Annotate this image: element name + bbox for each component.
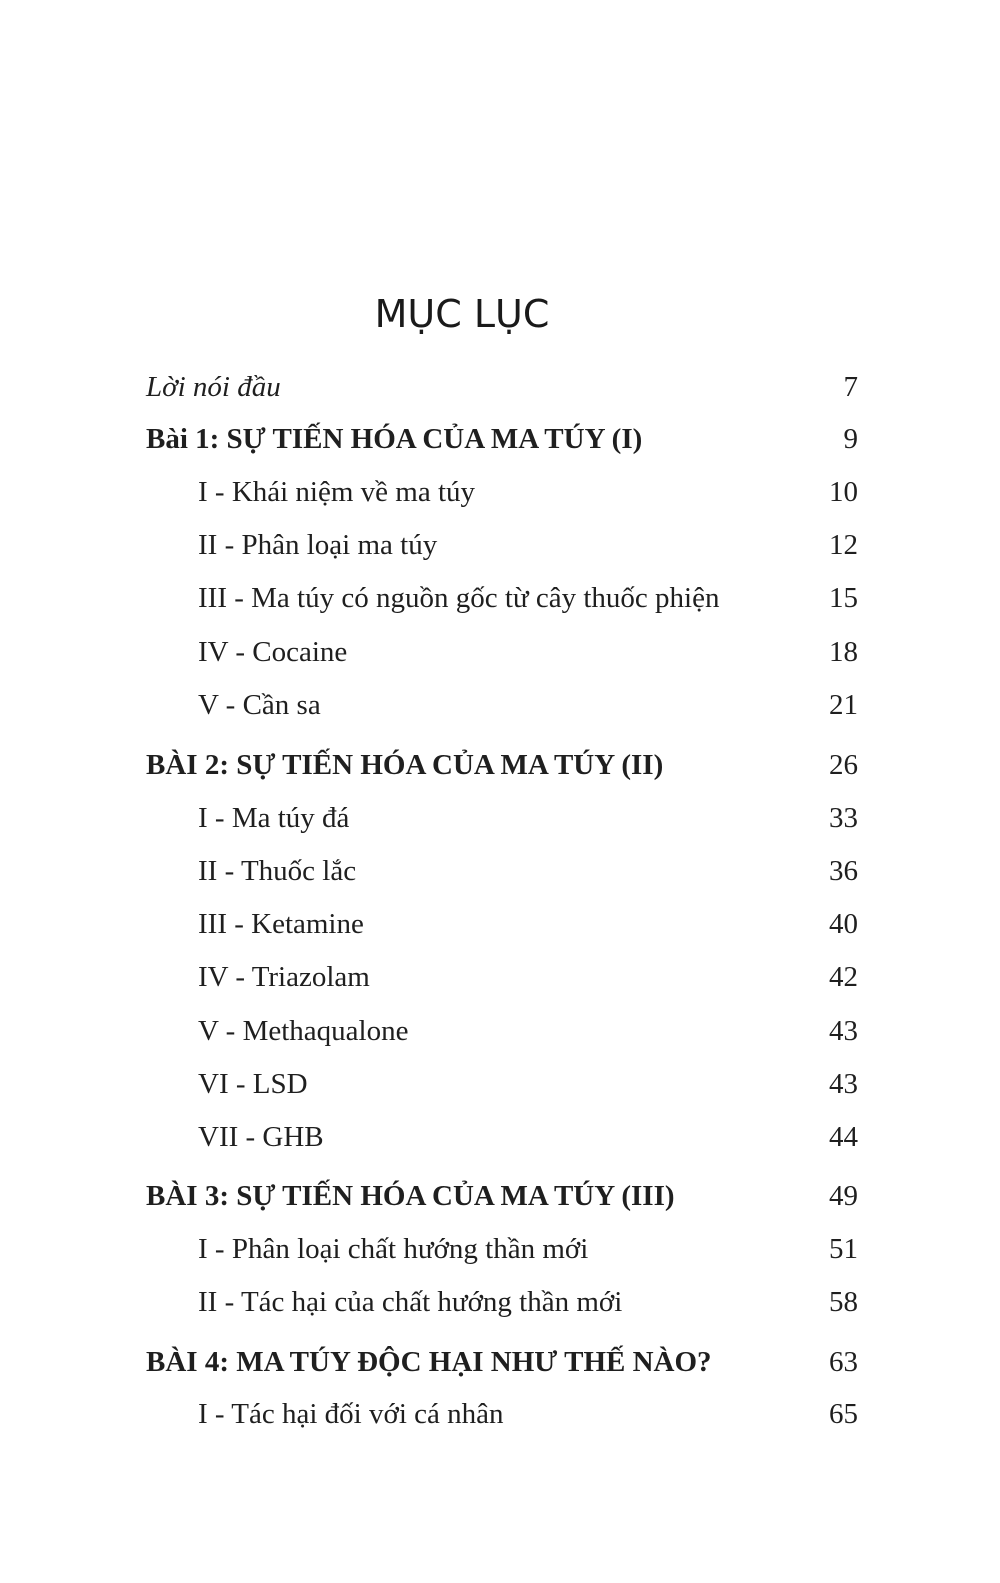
toc-entry-section[interactable] bbox=[0, 1394, 1000, 1434]
toc-entry-section[interactable] bbox=[0, 798, 1000, 838]
toc-entry-label: III - Ma túy có nguồn gốc từ cây thuốc phiện bbox=[198, 582, 720, 614]
toc-entry-label: Bài 1: SỰ TIẾN HÓA CỦA MA TÚY (I) bbox=[146, 423, 643, 455]
toc-entry-page: 43 bbox=[829, 1015, 858, 1047]
toc-entry-page: 51 bbox=[829, 1233, 858, 1265]
toc-entry-page: 26 bbox=[829, 749, 858, 781]
toc-entry-section[interactable] bbox=[0, 1064, 1000, 1104]
toc-entry-label: I - Ma túy đá bbox=[198, 802, 350, 834]
toc-entry-section[interactable] bbox=[0, 578, 1000, 618]
toc-entry-page: 58 bbox=[829, 1286, 858, 1318]
toc-entry-page: 18 bbox=[829, 636, 858, 668]
toc-entry-chapter-4[interactable] bbox=[0, 1342, 1000, 1382]
toc-entry-page: 63 bbox=[829, 1346, 858, 1378]
toc-entry-page: 21 bbox=[829, 689, 858, 721]
toc-entry-section[interactable] bbox=[0, 685, 1000, 725]
toc-entry-label: II - Thuốc lắc bbox=[198, 855, 357, 887]
toc-entry-label: I - Tác hại đối với cá nhân bbox=[198, 1398, 504, 1430]
toc-entry-section[interactable] bbox=[0, 1011, 1000, 1051]
toc-entry-chapter-1[interactable] bbox=[0, 419, 1000, 459]
toc-entry-page: 36 bbox=[829, 855, 858, 887]
toc-entry-section[interactable] bbox=[0, 851, 1000, 891]
toc-entry-intro[interactable] bbox=[0, 367, 1000, 407]
toc-entry-page: 44 bbox=[829, 1121, 858, 1153]
toc-entry-page: 33 bbox=[829, 802, 858, 834]
toc-entry-label: IV - Triazolam bbox=[198, 961, 370, 993]
toc-entry-label: BÀI 3: SỰ TIẾN HÓA CỦA MA TÚY (III) bbox=[146, 1180, 675, 1212]
toc-entry-page: 65 bbox=[829, 1398, 858, 1430]
toc-entry-label: V - Cần sa bbox=[198, 689, 321, 721]
toc-entry-label: V - Methaqualone bbox=[198, 1015, 409, 1047]
toc-entry-section[interactable] bbox=[0, 1229, 1000, 1269]
toc-entry-label: II - Tác hại của chất hướng thần mới bbox=[198, 1286, 623, 1318]
page-title: MỤC LỤC bbox=[374, 292, 550, 336]
toc-entry-label: IV - Cocaine bbox=[198, 636, 348, 668]
toc-entry-page: 42 bbox=[829, 961, 858, 993]
toc-entry-label: VII - GHB bbox=[198, 1121, 324, 1153]
toc-entry-section[interactable] bbox=[0, 1117, 1000, 1157]
toc-entry-page: 12 bbox=[829, 529, 858, 561]
toc-entry-label: BÀI 4: MA TÚY ĐỘC HẠI NHƯ THẾ NÀO? bbox=[146, 1346, 712, 1378]
toc-entry-page: 49 bbox=[829, 1180, 858, 1212]
toc-entry-label: II - Phân loại ma túy bbox=[198, 529, 438, 561]
toc-entry-chapter-2[interactable] bbox=[0, 745, 1000, 785]
toc-entry-label: BÀI 2: SỰ TIẾN HÓA CỦA MA TÚY (II) bbox=[146, 749, 664, 781]
toc-entry-page: 10 bbox=[829, 476, 858, 508]
toc-entry-section[interactable] bbox=[0, 525, 1000, 565]
toc-entry-label: I - Phân loại chất hướng thần mới bbox=[198, 1233, 589, 1265]
toc-entry-page: 43 bbox=[829, 1068, 858, 1100]
toc-entry-section[interactable] bbox=[0, 472, 1000, 512]
toc-entry-section[interactable] bbox=[0, 632, 1000, 672]
toc-entry-section[interactable] bbox=[0, 957, 1000, 997]
toc-entry-label: Lời nói đầu bbox=[146, 371, 281, 403]
toc-entry-section[interactable] bbox=[0, 1282, 1000, 1322]
toc-entry-label: III - Ketamine bbox=[198, 908, 364, 940]
toc-entry-label: I - Khái niệm về ma túy bbox=[198, 476, 476, 508]
toc-entry-page: 9 bbox=[843, 423, 858, 455]
toc-entry-section[interactable] bbox=[0, 904, 1000, 944]
toc-entry-label: VI - LSD bbox=[198, 1068, 308, 1100]
toc-entry-page: 15 bbox=[829, 582, 858, 614]
toc-entry-page: 7 bbox=[843, 371, 858, 403]
toc-entry-page: 40 bbox=[829, 908, 858, 940]
toc-entry-chapter-3[interactable] bbox=[0, 1176, 1000, 1216]
